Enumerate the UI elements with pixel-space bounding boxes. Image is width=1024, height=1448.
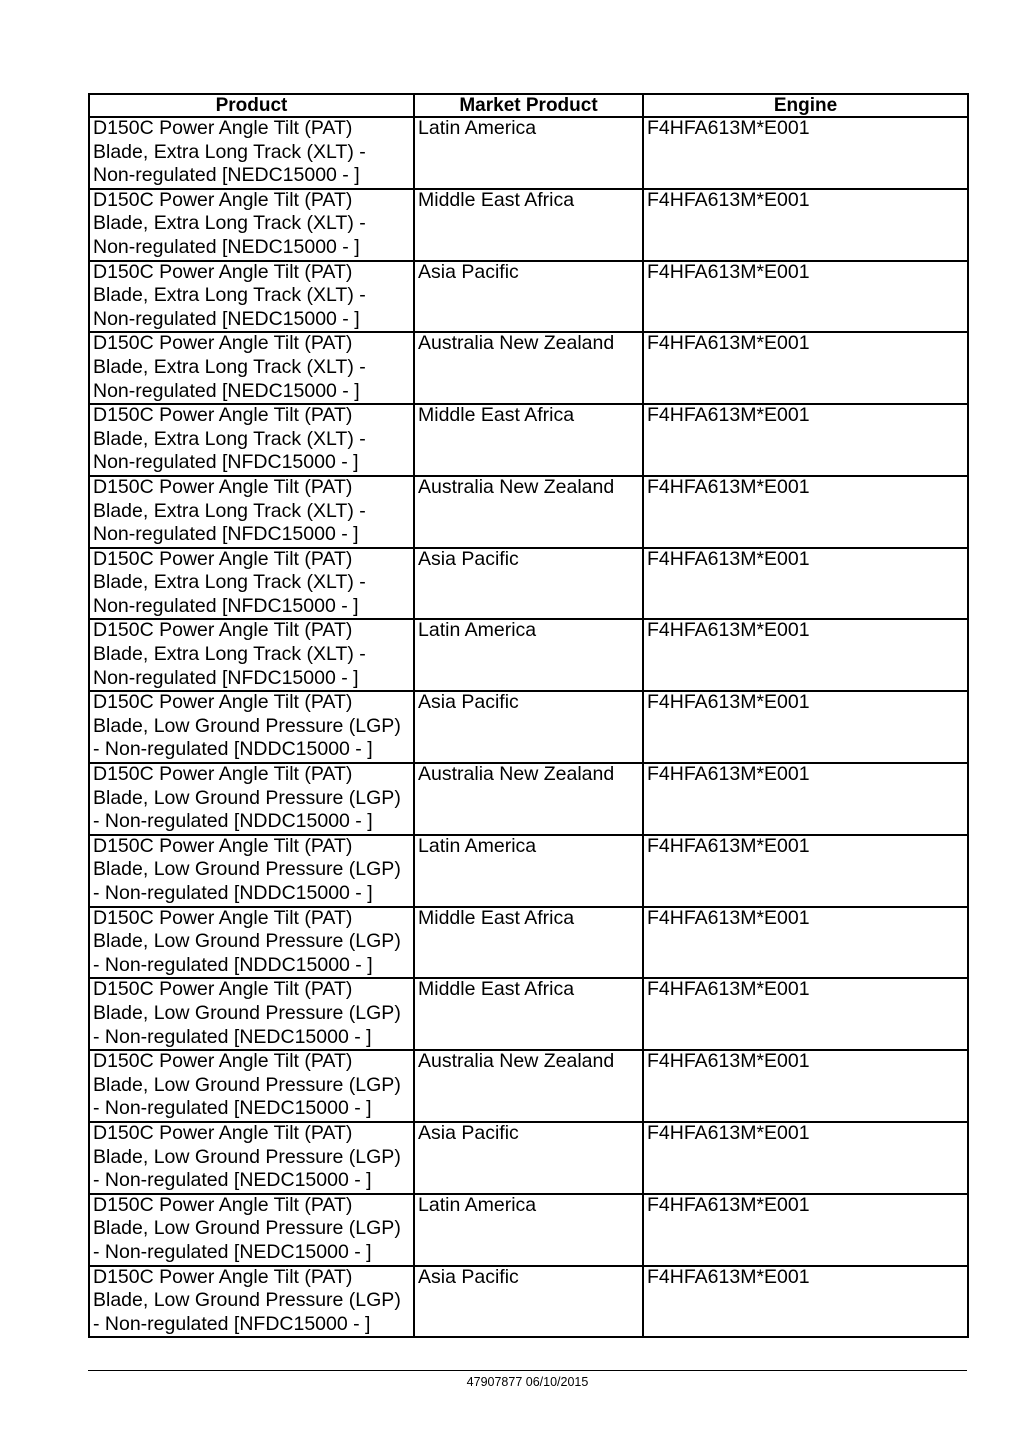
engine-cell	[643, 835, 968, 907]
market-product-cell-text: Latin America	[418, 1193, 537, 1216]
engine-cell-text: F4HFA613M*E001	[647, 475, 810, 498]
product-cell	[89, 404, 414, 476]
table-row	[89, 835, 968, 907]
market-product-cell	[414, 978, 643, 1050]
market-product-cell	[414, 404, 643, 476]
product-cell	[89, 476, 414, 548]
engine-cell-text: F4HFA613M*E001	[647, 260, 810, 283]
market-product-cell	[414, 332, 643, 404]
engine-cell	[643, 404, 968, 476]
engine-cell-text: F4HFA613M*E001	[647, 691, 810, 714]
market-product-cell-text: Asia Pacific	[418, 260, 519, 283]
footer-divider	[88, 1370, 967, 1371]
engine-cell	[643, 691, 968, 763]
engine-cell	[643, 548, 968, 620]
product-cell	[89, 978, 414, 1050]
market-product-cell-text: Latin America	[418, 834, 537, 857]
product-cell-text: D150C Power Angle Tilt (PAT) Blade, Low Ground Pressure (LGP) - Non-regulated [NEDC15000 - ]	[93, 1121, 401, 1192]
engine-cell-text: F4HFA613M*E001	[647, 834, 810, 857]
product-cell	[89, 261, 414, 333]
table-header-row	[89, 94, 968, 117]
product-cell-text: D150C Power Angle Tilt (PAT) Blade, Low Ground Pressure (LGP) - Non-regulated [NDDC15000 - ]	[93, 763, 401, 833]
product-cell	[89, 117, 414, 189]
table-row	[89, 476, 968, 548]
product-cell-text: D150C Power Angle Tilt (PAT) Blade, Extra Long Track (XLT) - Non-regulated [NFDC15000 - ]	[93, 475, 366, 546]
product-cell	[89, 1194, 414, 1266]
table-row	[89, 1194, 968, 1266]
market-product-cell-text: Australia New Zealand	[418, 332, 615, 355]
market-product-cell-text: Middle East Africa	[418, 404, 575, 427]
market-product-cell	[414, 619, 643, 691]
engine-cell	[643, 978, 968, 1050]
market-product-cell	[414, 261, 643, 333]
market-product-cell-text: Asia Pacific	[418, 547, 519, 570]
engine-cell	[643, 476, 968, 548]
market-product-cell	[414, 1122, 643, 1194]
table-row	[89, 332, 968, 404]
product-cell-text: D150C Power Angle Tilt (PAT) Blade, Extra Long Track (XLT) - Non-regulated [NFDC15000 - ]	[93, 547, 366, 617]
engine-cell-text: F4HFA613M*E001	[647, 188, 810, 211]
table-row	[89, 404, 968, 476]
engine-cell-text: F4HFA613M*E001	[647, 978, 810, 1001]
table-row	[89, 1266, 968, 1338]
product-cell	[89, 691, 414, 763]
product-cell	[89, 907, 414, 979]
table-row	[89, 548, 968, 620]
engine-cell	[643, 1194, 968, 1266]
engine-cell	[643, 332, 968, 404]
engine-cell-text: F4HFA613M*E001	[647, 404, 810, 427]
engine-cell	[643, 1050, 968, 1122]
market-product-cell-text: Asia Pacific	[418, 691, 519, 714]
product-cell-text: D150C Power Angle Tilt (PAT) Blade, Extra Long Track (XLT) - Non-regulated [NEDC15000 - ]	[93, 260, 366, 330]
table-row	[89, 763, 968, 835]
market-product-cell	[414, 1194, 643, 1266]
market-product-cell-text: Middle East Africa	[418, 188, 575, 211]
engine-cell-text: F4HFA613M*E001	[647, 1193, 810, 1216]
market-product-cell-text: Australia New Zealand	[418, 763, 615, 786]
product-cell	[89, 189, 414, 261]
market-product-cell	[414, 548, 643, 620]
product-cell-text: D150C Power Angle Tilt (PAT) Blade, Extra Long Track (XLT) - Non-regulated [NFDC15000 - ]	[93, 404, 366, 474]
table-row	[89, 907, 968, 979]
product-cell-text: D150C Power Angle Tilt (PAT) Blade, Extra Long Track (XLT) - Non-regulated [NFDC15000 - ]	[93, 619, 366, 689]
table-row	[89, 261, 968, 333]
market-product-cell	[414, 189, 643, 261]
table-row	[89, 1050, 968, 1122]
engine-cell	[643, 619, 968, 691]
market-product-cell-text: Australia New Zealand	[418, 475, 615, 498]
market-product-cell-text: Middle East Africa	[418, 978, 575, 1001]
product-cell	[89, 1122, 414, 1194]
product-cell-text: D150C Power Angle Tilt (PAT) Blade, Low Ground Pressure (LGP) - Non-regulated [NDDC15000 - ]	[93, 834, 401, 904]
table-row	[89, 1122, 968, 1194]
product-cell-text: D150C Power Angle Tilt (PAT) Blade, Low Ground Pressure (LGP) - Non-regulated [NDDC15000 - ]	[93, 691, 401, 761]
market-product-cell	[414, 691, 643, 763]
engine-cell-text: F4HFA613M*E001	[647, 332, 810, 355]
product-cell-text: D150C Power Angle Tilt (PAT) Blade, Low Ground Pressure (LGP) - Non-regulated [NEDC15000 - ]	[93, 1193, 401, 1263]
market-product-cell	[414, 476, 643, 548]
market-product-cell	[414, 1266, 643, 1338]
table-row	[89, 189, 968, 261]
product-cell-text: D150C Power Angle Tilt (PAT) Blade, Extra Long Track (XLT) - Non-regulated [NEDC15000 - ]	[93, 117, 366, 187]
engine-cell	[643, 189, 968, 261]
engine-cell-text: F4HFA613M*E001	[647, 1121, 810, 1144]
engine-cell-text: F4HFA613M*E001	[647, 117, 810, 139]
column-header-market-product: Market Product	[414, 94, 643, 117]
engine-cell	[643, 763, 968, 835]
market-product-cell-text: Australia New Zealand	[418, 1050, 615, 1073]
engine-cell	[643, 907, 968, 979]
footer-document-id: 47907877 06/10/2015	[466, 1375, 589, 1389]
engine-cell	[643, 117, 968, 189]
engine-cell-text: F4HFA613M*E001	[647, 763, 810, 786]
product-engine-table	[88, 93, 969, 1338]
product-cell-text: D150C Power Angle Tilt (PAT) Blade, Low Ground Pressure (LGP) - Non-regulated [NEDC15000 - ]	[93, 978, 401, 1048]
engine-cell-text: F4HFA613M*E001	[647, 619, 810, 642]
product-cell	[89, 763, 414, 835]
table-body	[89, 117, 968, 1337]
engine-cell	[643, 1266, 968, 1338]
product-cell	[89, 1266, 414, 1338]
market-product-cell	[414, 835, 643, 907]
product-cell-text: D150C Power Angle Tilt (PAT) Blade, Extra Long Track (XLT) - Non-regulated [NEDC15000 - ]	[93, 188, 366, 258]
product-cell-text: D150C Power Angle Tilt (PAT) Blade, Extra Long Track (XLT) - Non-regulated [NEDC15000 - ]	[93, 332, 366, 402]
product-cell-text: D150C Power Angle Tilt (PAT) Blade, Low Ground Pressure (LGP) - Non-regulated [NDDC15000 - ]	[93, 906, 401, 976]
column-header-product: Product	[89, 94, 414, 117]
market-product-cell	[414, 1050, 643, 1122]
market-product-cell	[414, 117, 643, 189]
product-cell-text: D150C Power Angle Tilt (PAT) Blade, Low Ground Pressure (LGP) - Non-regulated [NFDC15000 - ]	[93, 1265, 401, 1335]
engine-cell-text: F4HFA613M*E001	[647, 1050, 810, 1073]
product-cell	[89, 1050, 414, 1122]
product-cell	[89, 619, 414, 691]
market-product-cell-text: Middle East Africa	[418, 906, 575, 929]
engine-cell-text: F4HFA613M*E001	[647, 1265, 810, 1288]
product-cell	[89, 548, 414, 620]
column-header-engine: Engine	[643, 94, 968, 117]
engine-cell	[643, 1122, 968, 1194]
market-product-cell	[414, 907, 643, 979]
product-cell	[89, 835, 414, 907]
table-row	[89, 691, 968, 763]
market-product-cell-text: Latin America	[418, 117, 537, 139]
market-product-cell	[414, 763, 643, 835]
market-product-cell-text: Asia Pacific	[418, 1265, 519, 1288]
table-row	[89, 978, 968, 1050]
product-cell	[89, 332, 414, 404]
table-row	[89, 117, 968, 189]
engine-cell-text: F4HFA613M*E001	[647, 547, 810, 570]
engine-cell	[643, 261, 968, 333]
table-row	[89, 619, 968, 691]
engine-cell-text: F4HFA613M*E001	[647, 906, 810, 929]
product-cell-text: D150C Power Angle Tilt (PAT) Blade, Low Ground Pressure (LGP) - Non-regulated [NEDC15000 - ]	[93, 1050, 401, 1120]
market-product-cell-text: Asia Pacific	[418, 1121, 519, 1144]
market-product-cell-text: Latin America	[418, 619, 537, 642]
